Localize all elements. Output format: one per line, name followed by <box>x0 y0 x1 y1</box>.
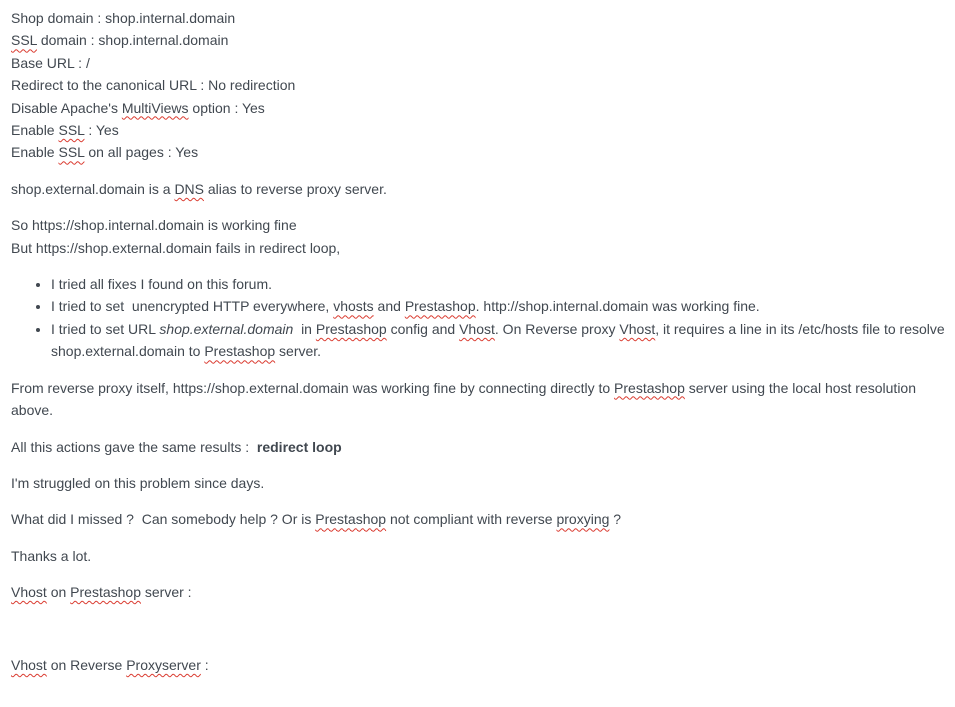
text-segment: alias to reverse proxy server. <box>204 180 387 197</box>
text-segment: in <box>293 320 316 337</box>
text-segment: . http://shop.internal.domain was working fine. <box>475 298 760 315</box>
misspelled-word: SSL <box>58 122 85 139</box>
paragraph <box>11 581 947 603</box>
paragraph <box>11 508 947 530</box>
list-item <box>51 295 947 317</box>
empty-line <box>11 618 947 640</box>
misspelled-word: Prestashop <box>315 320 387 337</box>
misspelled-word: vhosts <box>333 298 374 315</box>
text-segment: option : Yes <box>188 99 265 116</box>
text-segment: not compliant with reverse <box>386 511 557 528</box>
misspelled-word: SSL <box>58 144 85 161</box>
misspelled-word: Vhost <box>619 320 656 337</box>
text-segment: What did I missed ? Can somebody help ? Or is <box>11 511 316 528</box>
text-segment: Shop domain : shop.internal.domain <box>11 10 236 26</box>
text-segment: on Reverse <box>46 656 127 673</box>
misspelled-word: Prestashop <box>614 379 685 396</box>
text-segment: I'm struggled on this problem since days. <box>11 474 265 491</box>
paragraph <box>11 7 947 164</box>
bullet-list <box>11 273 947 363</box>
misspelled-word: Vhost <box>11 584 47 601</box>
misspelled-word: Proxyserver <box>126 656 201 673</box>
paragraph <box>11 377 947 422</box>
text-segment: server using the local host resolution above. <box>11 379 920 419</box>
misspelled-word: Prestashop <box>204 343 276 360</box>
text-segment: I tried all fixes I found on this forum. <box>51 276 272 293</box>
paragraph <box>11 545 947 567</box>
misspelled-word: proxying <box>556 511 610 528</box>
text-segment: config and <box>386 320 460 337</box>
text-segment: Redirect to the canonical URL : No redirection <box>11 77 296 94</box>
text-segment: Enable <box>11 144 59 161</box>
list-item <box>51 273 947 295</box>
text-segment: on <box>46 584 71 601</box>
text-segment: , it requires a line in its /etc/hosts file to resolve shop.external.domain to <box>51 320 949 360</box>
paragraph <box>11 214 947 259</box>
text-segment: So https://shop.internal.domain is working fine <box>11 217 297 234</box>
misspelled-word: Prestashop <box>315 511 387 528</box>
text-segment: From reverse proxy itself, https://shop.external.domain was working fine by connecting directly to <box>11 379 615 396</box>
text-segment: shop.external.domain is a <box>11 180 175 197</box>
text-segment: All this actions gave the same results : <box>11 438 257 455</box>
text-segment: Base URL : / <box>11 54 90 71</box>
text-segment: Disable Apache's <box>11 99 122 116</box>
text-segment: : Yes <box>84 122 119 139</box>
text-segment: But https://shop.external.domain fails in redirect loop, <box>11 239 341 256</box>
text-segment: and <box>373 298 405 315</box>
text-segment: on all pages : Yes <box>84 144 199 161</box>
text-segment: shop.external.domain <box>159 320 294 337</box>
text-segment: ? <box>609 511 622 528</box>
paragraph <box>11 178 947 200</box>
paragraph <box>11 654 947 676</box>
text-segment: Thanks a lot. <box>11 547 92 564</box>
text-segment: I tried to set unencrypted HTTP everywhere, <box>51 298 334 315</box>
misspelled-word: Vhost <box>459 320 495 337</box>
text-segment: : <box>200 656 209 673</box>
text-segment: server. <box>275 343 322 360</box>
misspelled-word: DNS <box>174 180 204 197</box>
text-segment: I tried to set URL <box>51 320 160 337</box>
text-segment: domain : shop.internal.domain <box>36 32 229 49</box>
post-body <box>11 7 947 676</box>
text-segment: Enable <box>11 122 59 139</box>
misspelled-word: MultiViews <box>121 99 189 116</box>
misspelled-word: SSL <box>11 32 37 49</box>
list-item <box>51 318 947 363</box>
paragraph <box>11 436 947 458</box>
text-segment: . On Reverse proxy <box>494 320 620 337</box>
paragraph <box>11 472 947 494</box>
misspelled-word: Vhost <box>11 656 47 673</box>
text-segment: server : <box>141 584 192 601</box>
misspelled-word: Prestashop <box>404 298 476 315</box>
misspelled-word: Prestashop <box>70 584 141 601</box>
text-segment: redirect loop <box>256 438 342 455</box>
